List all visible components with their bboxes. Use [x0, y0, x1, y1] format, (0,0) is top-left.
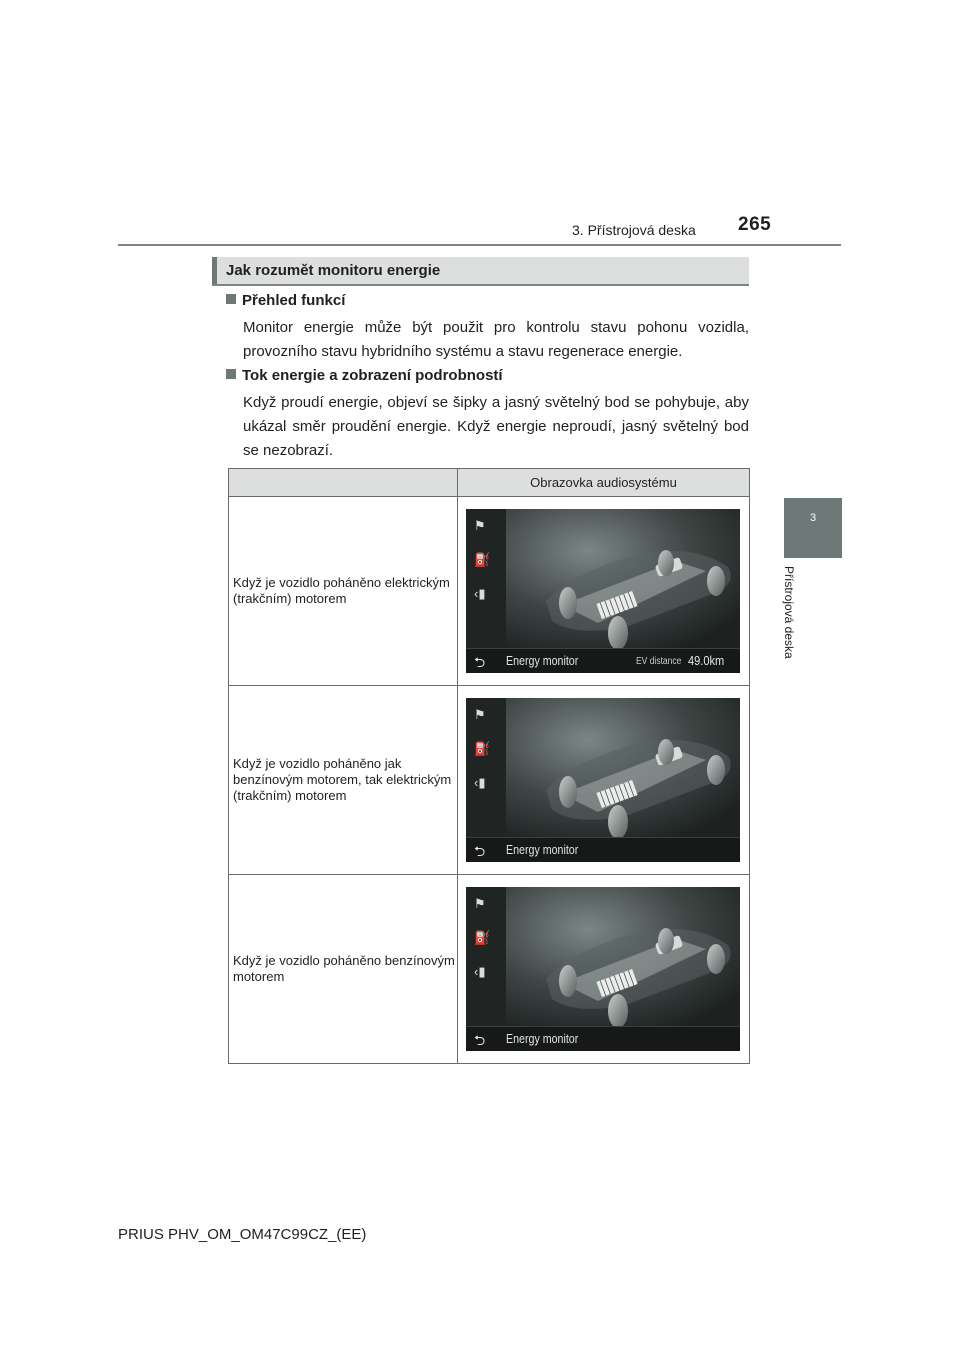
section-heading: [212, 257, 749, 286]
row-caption: Když je vozidlo poháněno benzínovým motorem: [229, 875, 458, 1064]
energy-monitor-screen: [466, 509, 740, 673]
fuel-pump-icon: ⛽: [474, 741, 491, 756]
table-header-row: [229, 469, 750, 497]
back-arrow-icon: ⮌: [474, 654, 486, 670]
section-title: Jak rozumět monitoru energie: [226, 262, 441, 279]
screen-cell: [458, 875, 750, 1064]
subsection-heading-1: [226, 292, 345, 309]
battery-plug-icon: ‹▮: [474, 775, 486, 790]
chapter-side-label: [780, 566, 800, 686]
screen-bottom-bar: [466, 837, 740, 862]
subsection-text-1: Monitor energie může být použit pro kontrolu stavu pohonu vozidla, provozního stavu hybridního systému a stavu regenerace energie.: [243, 319, 749, 360]
table-header-right: Obrazovka audiosystému: [458, 469, 750, 497]
subsection-heading-2-text: Tok energie a zobrazení podrobností: [242, 367, 503, 384]
table-row: [229, 497, 750, 686]
row-caption: Když je vozidlo poháněno jak benzínovým motorem, tak elektrickým (trakčním) motorem: [229, 686, 458, 875]
hybrid-drivetrain-illustration: [506, 509, 740, 649]
back-arrow-icon: ⮌: [474, 843, 486, 859]
screen-title: Energy monitor: [506, 842, 579, 857]
page-number: 265: [738, 214, 772, 235]
back-arrow-icon: ⮌: [474, 1032, 486, 1048]
screen-bottom-bar: [466, 648, 740, 673]
screen-cell: [458, 497, 750, 686]
fuel-pump-icon: ⛽: [474, 930, 491, 945]
hybrid-drivetrain-illustration: [506, 887, 740, 1027]
screen-cell: [458, 686, 750, 875]
chapter-tab: [784, 498, 842, 558]
energy-monitor-screen: [466, 698, 740, 862]
document-footer: PRIUS PHV_OM_OM47C99CZ_(EE): [118, 1226, 367, 1243]
battery-plug-icon: ‹▮: [474, 586, 486, 601]
table-row: [229, 686, 750, 875]
flag-icon: ⚑: [474, 707, 486, 722]
ev-distance-label: EV distance: [636, 656, 682, 667]
screen-title: Energy monitor: [506, 653, 579, 668]
energy-monitor-screen: [466, 887, 740, 1051]
section-heading-accent: [212, 257, 217, 284]
square-bullet-icon: [226, 294, 236, 304]
hybrid-drivetrain-illustration: [506, 698, 740, 838]
screen-bottom-bar: [466, 1026, 740, 1051]
subsection-heading-2: [226, 367, 503, 384]
subsection-text-2: Když proudí energie, objeví se šipky a jasný světelný bod se pohybuje, aby ukázal směr proudění energie. Když energie neproudí, jasný světelný bod se nezobrazí.: [243, 394, 749, 459]
flag-icon: ⚑: [474, 518, 486, 533]
fuel-pump-icon: ⛽: [474, 552, 491, 567]
table-header-left: [229, 469, 458, 497]
subsection-heading-1-text: Přehled funkcí: [242, 292, 346, 309]
energy-monitor-table: [228, 468, 750, 1064]
battery-plug-icon: ‹▮: [474, 964, 486, 979]
screen-title: Energy monitor: [506, 1031, 579, 1046]
row-caption: Když je vozidlo poháněno elektrickým (trakčním) motorem: [229, 497, 458, 686]
chapter-number: 3: [809, 512, 817, 524]
square-bullet-icon: [226, 369, 236, 379]
table-row: [229, 875, 750, 1064]
running-header-section: 3. Přístrojová deska: [572, 222, 696, 238]
chapter-side-label-text: Přístrojová deska: [782, 566, 796, 659]
flag-icon: ⚑: [474, 896, 486, 911]
ev-distance-value: 49.0km: [688, 653, 725, 668]
header-rule: [118, 244, 841, 246]
